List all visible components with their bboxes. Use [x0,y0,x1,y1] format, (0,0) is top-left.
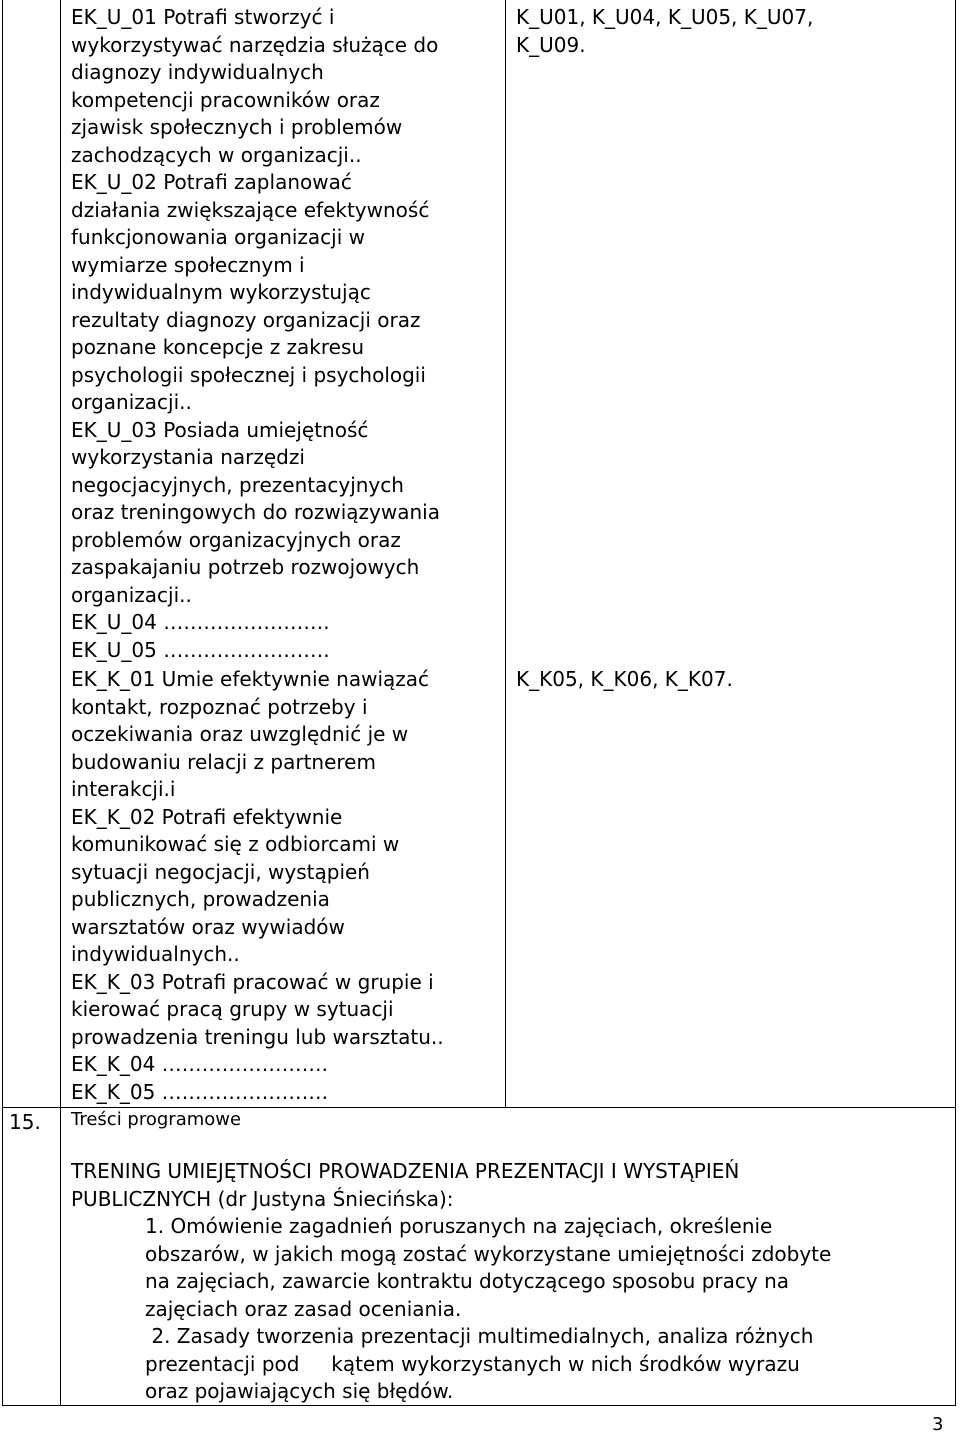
competences-line: kontakt, rozpoznać potrzeby i [71,694,368,719]
skills-line: EK_U_02 Potrafi zaplanować [71,170,352,194]
list-item-line: na zajęciach, zawarcie kontraktu dotyczącego sposobu pracy na [145,1269,790,1293]
skills-mapping-cell [516,4,813,59]
competences-line: sytuacji negocjacji, wystąpień [71,859,370,884]
competences-line: oczekiwania oraz uwzględnić je w [71,722,409,746]
content-item-2 [71,1323,831,1406]
skills-line: problemów organizacyjnych oraz [71,527,401,552]
skills-line: wykorzystywać narzędzia służące do [71,32,439,57]
skills-line: zaspakajaniu potrzeb rozwojowych [71,555,420,579]
skills-line: EK_U_04 ……………………. [71,610,330,634]
skills-line: negocjacyjnych, prezentacyjnych [71,472,404,497]
page-number: 3 [932,1414,944,1435]
skills-line: oraz treningowych do rozwiązywania [71,500,440,524]
competences-line: warsztatów oraz wywiadów [71,914,345,939]
table-border-left [2,0,3,1406]
competences-line: EK_K_04 ……………………. [71,1052,329,1076]
skills-line: wymiarze społecznym i [71,252,305,277]
skills-line: wykorzystania narzędzi [71,445,305,469]
skills-line: rezultaty diagnozy organizacji oraz [71,307,421,332]
table-border-col1 [60,0,61,1406]
competences-line: komunikować się z odbiorcami w [71,832,400,856]
skills-line: organizacji.. [71,582,192,607]
competences-line: kierować pracą grupy w sytuacji [71,997,394,1021]
skills-line: funkcjonowania organizacji w [71,225,366,249]
list-item-line: prezentacji pod kątem wykorzystanych w nich środków wyrazu [145,1351,800,1376]
content-heading-line: PUBLICZNYCH (dr Justyna Śniecińska): [71,1186,454,1211]
competences-line: interakcji.i [71,777,176,801]
list-item-line: zajęciach oraz zasad oceniania. [145,1296,462,1321]
content-item-1 [71,1213,831,1323]
competences-line: publicznych, prowadzenia [71,887,330,911]
skills-line: poznane koncepcje z zakresu [71,335,365,359]
competences-line: indywidualnych.. [71,942,240,966]
skills-line: indywidualnym wykorzystując [71,280,371,304]
competences-line: EK_K_01 Umie efektywnie nawiązać [71,667,430,691]
competences-line: prowadzenia treningu lub warsztatu.. [71,1024,444,1049]
skills-line: EK_U_05 ……………………. [71,637,330,662]
skills-line: działania zwiększające efektywność [71,197,430,222]
skills-line: EK_U_03 Posiada umiejętność [71,417,369,442]
program-content [71,1158,831,1406]
mapping-line: K_U01, K_U04, K_U05, K_U07, [516,5,814,29]
list-item-line: 2. Zasady tworzenia prezentacji multimedialnych, analiza różnych [145,1324,814,1348]
competences-line: EK_K_02 Potrafi efektywnie [71,804,343,829]
competences-line: EK_K_03 Potrafi pracować w grupie i [71,969,434,994]
skills-outcomes-cell [71,4,440,664]
competences-mapping-cell [516,666,733,694]
mapping-line: K_U09. [516,32,586,57]
skills-line: organizacji.. [71,390,192,414]
skills-line: psychologii społecznej i psychologii [71,362,426,387]
competences-line: budowaniu relacji z partnerem [71,749,376,774]
row-number: 15. [9,1110,41,1134]
skills-line: kompetencji pracowników oraz [71,87,380,112]
competences-outcomes-cell [71,666,444,1106]
mapping-line: K_K05, K_K06, K_K07. [516,667,733,691]
skills-line: zachodzących w organizacji.. [71,142,362,167]
list-item-line: obszarów, w jakich mogą zostać wykorzystane umiejętności zdobyte [145,1241,832,1266]
list-item-line: oraz pojawiających się błędów. [145,1379,454,1403]
table-border-col2 [505,0,506,1108]
content-heading-line: TRENING UMIEJĘTNOŚCI PROWADZENIA PREZENTACJI I WYSTĄPIEŃ [71,1159,740,1183]
skills-line: EK_U_01 Potrafi stworzyć i [71,5,335,29]
section-title: Treści programowe [71,1109,242,1130]
table-border-right [955,0,956,1406]
skills-line: zjawisk społecznych i problemów [71,115,403,139]
list-item-line: 1. Omówienie zagadnień poruszanych na zajęciach, określenie [145,1214,773,1238]
competences-line: EK_K_05 ……………………. [71,1079,329,1104]
skills-line: diagnozy indywidualnych [71,60,324,84]
